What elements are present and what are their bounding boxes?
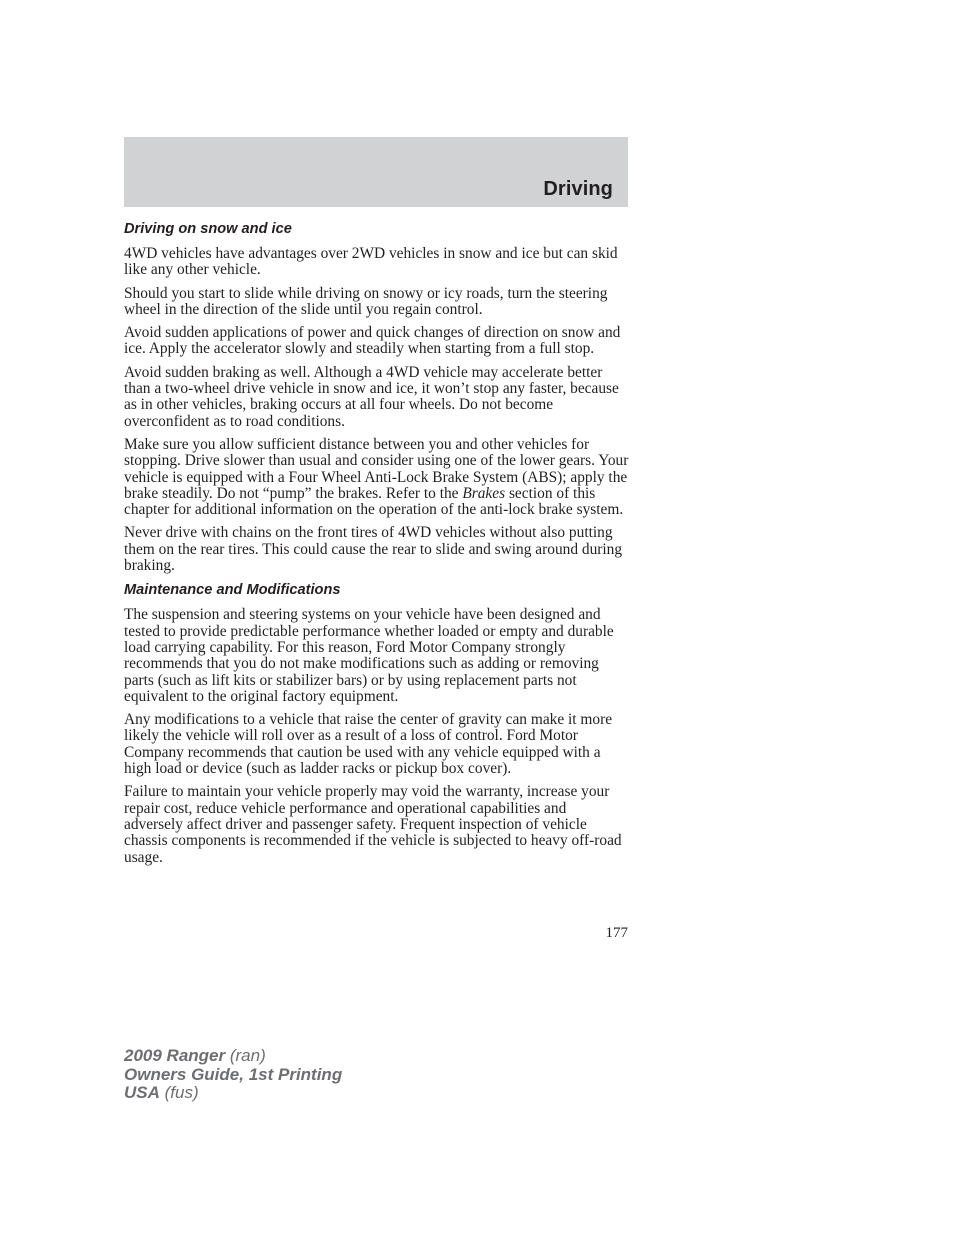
chapter-title: Driving <box>543 178 613 200</box>
footer-line-market <box>124 1084 342 1103</box>
chapter-header-band <box>124 137 628 207</box>
paragraph: The suspension and steering systems on your vehicle have been designed and tested to provide predictable performance whether loaded or empty and durable load carrying capability. For this reason, Ford Motor Company strongly recommends that you do not make modifications such as adding or removing parts (such as lift kits or stabilizer bars) or by using replacement parts not equivalent to the original factory equipment. <box>124 606 614 705</box>
footer-line-model <box>124 1047 342 1066</box>
footer-edition: Owners Guide, 1st Printing <box>124 1064 343 1084</box>
paragraph-text: Make sure you allow sufficient distance between you and other vehicles for stopping. Drive slower than usual and consider using one of the lower gears. Your vehicle is equipped with a Four Wheel Anti-Lock Brake System (ABS); apply the brake steadily. Do not “pump” the brakes. Refer to the <box>124 435 629 502</box>
page-number: 177 <box>605 925 628 941</box>
paragraph: Avoid sudden braking as well. Although a 4WD vehicle may accelerate better than a two-wheel drive vehicle in snow and ice, it won’t stop any faster, because as in other vehicles, braking occurs at all four wheels. Do not become overconfident as to road conditions. <box>124 363 619 430</box>
paragraph <box>124 437 629 518</box>
brakes-reference: Brakes <box>462 484 506 502</box>
document-footer <box>124 1047 342 1103</box>
footer-line-edition <box>124 1066 342 1085</box>
footer-model: 2009 Ranger <box>124 1046 226 1065</box>
footer-model-code: (ran) <box>229 1046 266 1065</box>
page-content <box>124 220 629 873</box>
paragraph: Never drive with chains on the front tires of 4WD vehicles without also putting them on the rear tires. This could cause the rear to slide and swing around during braking. <box>124 524 623 575</box>
footer-market-code: (fus) <box>164 1083 199 1102</box>
paragraph: 4WD vehicles have advantages over 2WD vehicles in snow and ice but can skid like any other vehicle. <box>124 245 618 279</box>
paragraph: Should you start to slide while driving on snowy or icy roads, turn the steering wheel in the direction of the slide until you regain control. <box>124 284 608 318</box>
footer-market: USA <box>124 1083 160 1102</box>
section-heading-snow-ice: Driving on snow and ice <box>124 221 292 237</box>
paragraph: Any modifications to a vehicle that raise the center of gravity can make it more likely the vehicle will roll over as a result of a loss of control. Ford Motor Company recommends that caution be used with any vehicle equipped with a high load or device (such as ladder racks or pickup box cover). <box>124 711 613 778</box>
paragraph: Failure to maintain your vehicle properly may void the warranty, increase your repair cost, reduce vehicle performance and operational capabilities and adversely affect driver and passenger safety. Frequent inspection of vehicle chassis components is recommended if the vehicle is subjected to heavy off-road usage. <box>124 783 622 866</box>
section-heading-maintenance: Maintenance and Modifications <box>124 582 341 599</box>
paragraph-text: section of this chapter for additional information on the operation of the anti-lock brake system. <box>124 484 624 519</box>
paragraph: Avoid sudden applications of power and quick changes of direction on snow and ice. Apply the accelerator slowly and steadily when starting from a full stop. <box>124 324 621 358</box>
